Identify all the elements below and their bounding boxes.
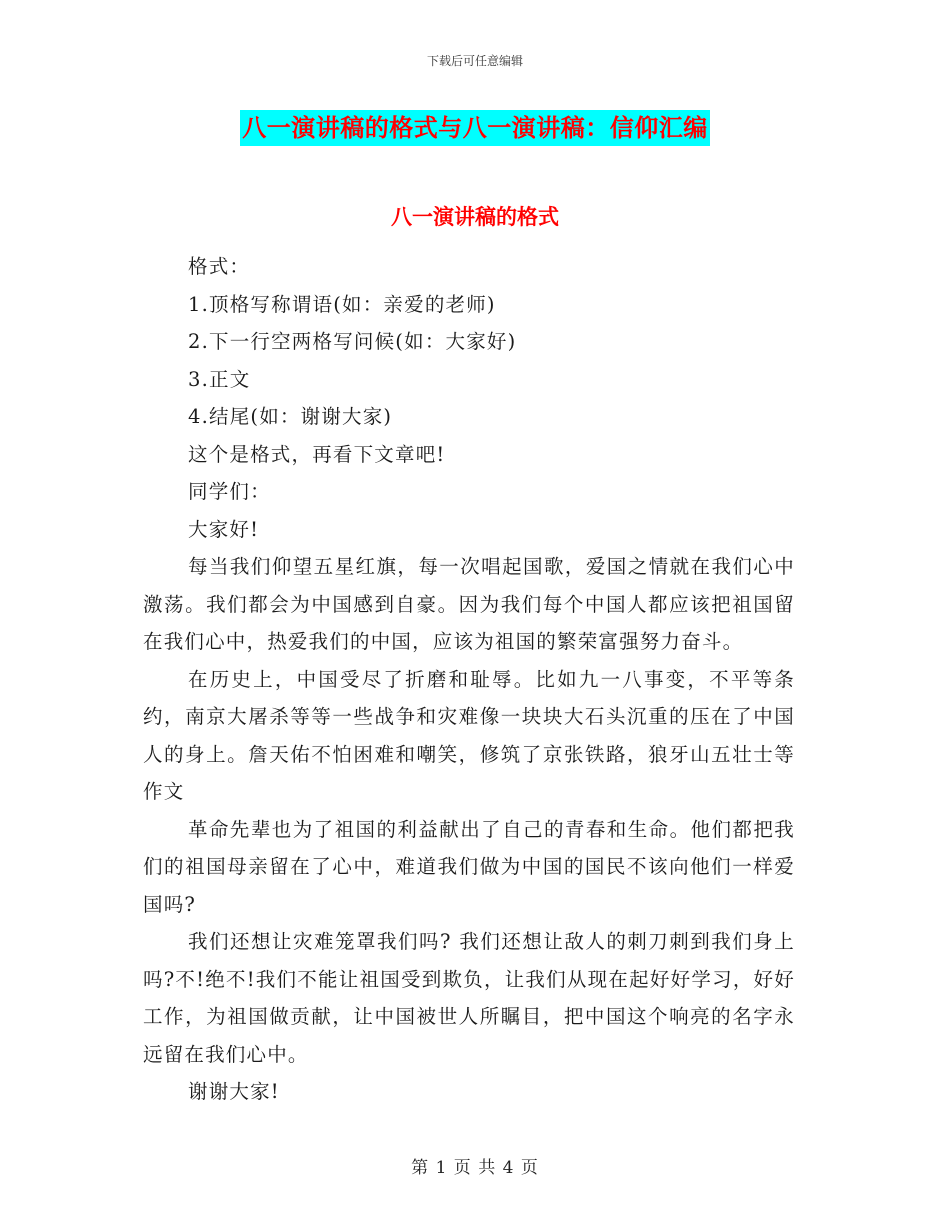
paragraph-greeting: 大家好!: [188, 517, 260, 541]
paragraph-body-4: 我们还想让灾难笼罩我们吗? 我们还想让敌人的刺刀刺到我们身上吗?不!绝不!我们不能让祖国受到欺负，让我们从现在起好好学习，好好工作，为祖国做贡献，让中国被世人所瞩目，把中国这个响亮的名字永远留在我们心中。: [143, 930, 795, 1066]
paragraph-body-2: 在历史上，中国受尽了折磨和耻辱。比如九一八事变，不平等条约，南京大屠杀等等一些战争和灾难像一块块大石头沉重的压在了中国人的身上。詹天佑不怕困难和嘲笑，修筑了京张铁路，狼牙山五壮士等作文: [143, 667, 795, 803]
paragraph-format-item-1: 1.顶格写称谓语(如：亲爱的老师): [188, 292, 496, 316]
paragraph-transition: 这个是格式，再看下文章吧!: [188, 442, 446, 466]
paragraph-format-item-3: 3.正文: [188, 367, 251, 391]
page-number-indicator: 第 1 页 共 4 页: [411, 1158, 539, 1178]
paragraph-closing: 谢谢大家!: [188, 1080, 280, 1103]
paragraph-salutation: 同学们：: [188, 480, 271, 503]
page-header-note: 下载后可任意编辑: [426, 54, 523, 68]
paragraph-format-label: 格式：: [188, 255, 251, 278]
paragraph-body-3: 革命先辈也为了祖国的利益献出了自己的青春和生命。他们都把我们的祖国母亲留在了心中，难道我们做为中国的国民不该向他们一样爱国吗?: [143, 817, 795, 916]
document-title: [0, 110, 950, 146]
section-title: 八一演讲稿的格式: [391, 204, 559, 229]
paragraph-format-item-2: 2.下一行空两格写问候(如：大家好): [188, 330, 517, 353]
paragraph-format-item-4: 4.结尾(如：谢谢大家): [188, 405, 393, 428]
document-body: [143, 248, 795, 1111]
paragraph-body-1: 每当我们仰望五星红旗，每一次唱起国歌，爱国之情就在我们心中激荡。我们都会为中国感到自豪。因为我们每个中国人都应该把祖国留在我们心中，热爱我们的中国，应该为祖国的繁荣富强努力奋斗。: [143, 555, 795, 653]
document-title-text: 八一演讲稿的格式与八一演讲稿：信仰汇编: [240, 110, 710, 146]
